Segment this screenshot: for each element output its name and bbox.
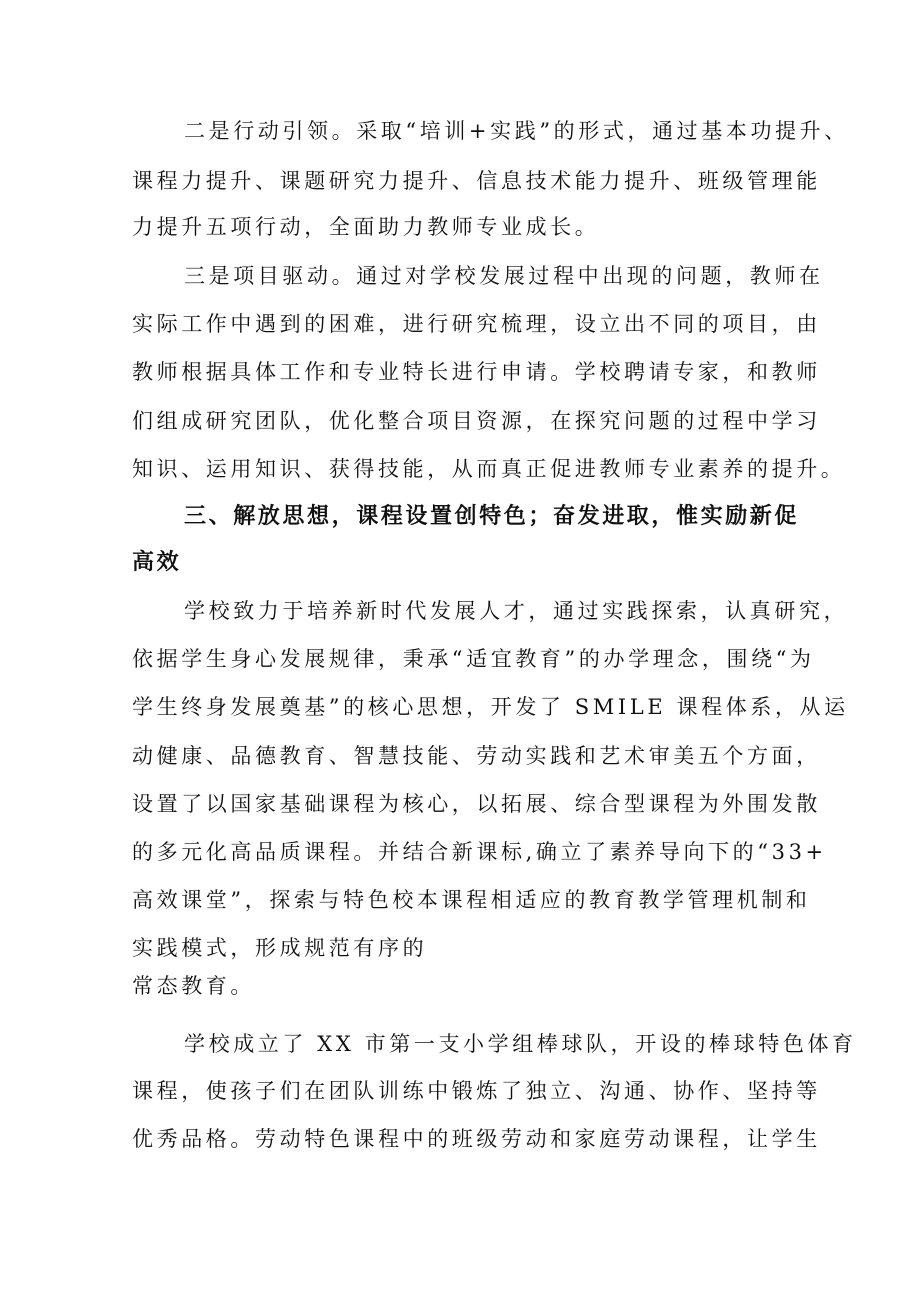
paragraph-line: 实际工作中遇到的困难，进行研究梳理，设立出不同的项目，由 <box>132 312 821 336</box>
paragraph-line: 学生终身发展奠基”的核心思想，开发了 SMILE 课程体系，从运 <box>132 695 849 719</box>
paragraph-line: 教师根据具体工作和专业特长进行申请。学校聘请专家，和教师 <box>132 360 821 384</box>
paragraph-line: 依据学生身心发展规律，秉承“适宜教育”的办学理念，围绕“为 <box>132 647 815 671</box>
paragraph-line: 们组成研究团队，优化整合项目资源，在探究问题的过程中学习 <box>132 409 821 433</box>
paragraph-line: 设置了以国家基础课程为核心，以拓展、综合型课程为外围发散 <box>132 792 821 816</box>
paragraph-line: 的多元化高品质课程。并结合新课标,确立了素养导向下的“33+ <box>132 840 827 864</box>
paragraph-line: 高效课堂”，探索与特色校本课程相适应的教育教学管理机制和 <box>132 888 811 912</box>
paragraph-line: 学校成立了 XX 市第一支小学组棒球队，开设的棒球特色体育 <box>184 1032 857 1056</box>
paragraph-line: 力提升五项行动，全面助力教师专业成长。 <box>132 215 600 239</box>
paragraph-line: 学校致力于培养新时代发展人才，通过实践探索，认真研究， <box>184 599 849 623</box>
section-heading-continued: 高效 <box>132 550 182 575</box>
paragraph-line: 优秀品格。劳动特色课程中的班级劳动和家庭劳动课程，让学生 <box>132 1127 821 1151</box>
section-heading: 三、解放思想，课程设置创特色；奋发进取，惟实励新促 <box>184 504 800 529</box>
paragraph-line: 三是项目驱动。通过对学校发展过程中出现的问题，教师在 <box>184 264 824 288</box>
paragraph-line: 课程，使孩子们在团队训练中锻炼了独立、沟通、协作、坚持等 <box>132 1079 821 1103</box>
paragraph-line: 常态教育。 <box>132 974 255 998</box>
paragraph-line: 二是行动引领。采取“培训+实践”的形式，通过基本功提升、 <box>184 119 849 143</box>
paragraph-line: 知识、运用知识、获得技能，从而真正促进教师专业素养的提升。 <box>132 457 846 481</box>
paragraph-line: 课程力提升、课题研究力提升、信息技术能力提升、班级管理能 <box>132 169 821 193</box>
paragraph-line: 实践模式，形成规范有序的 <box>132 936 428 960</box>
paragraph-line: 动健康、品德教育、智慧技能、劳动实践和艺术审美五个方面， <box>132 744 821 768</box>
